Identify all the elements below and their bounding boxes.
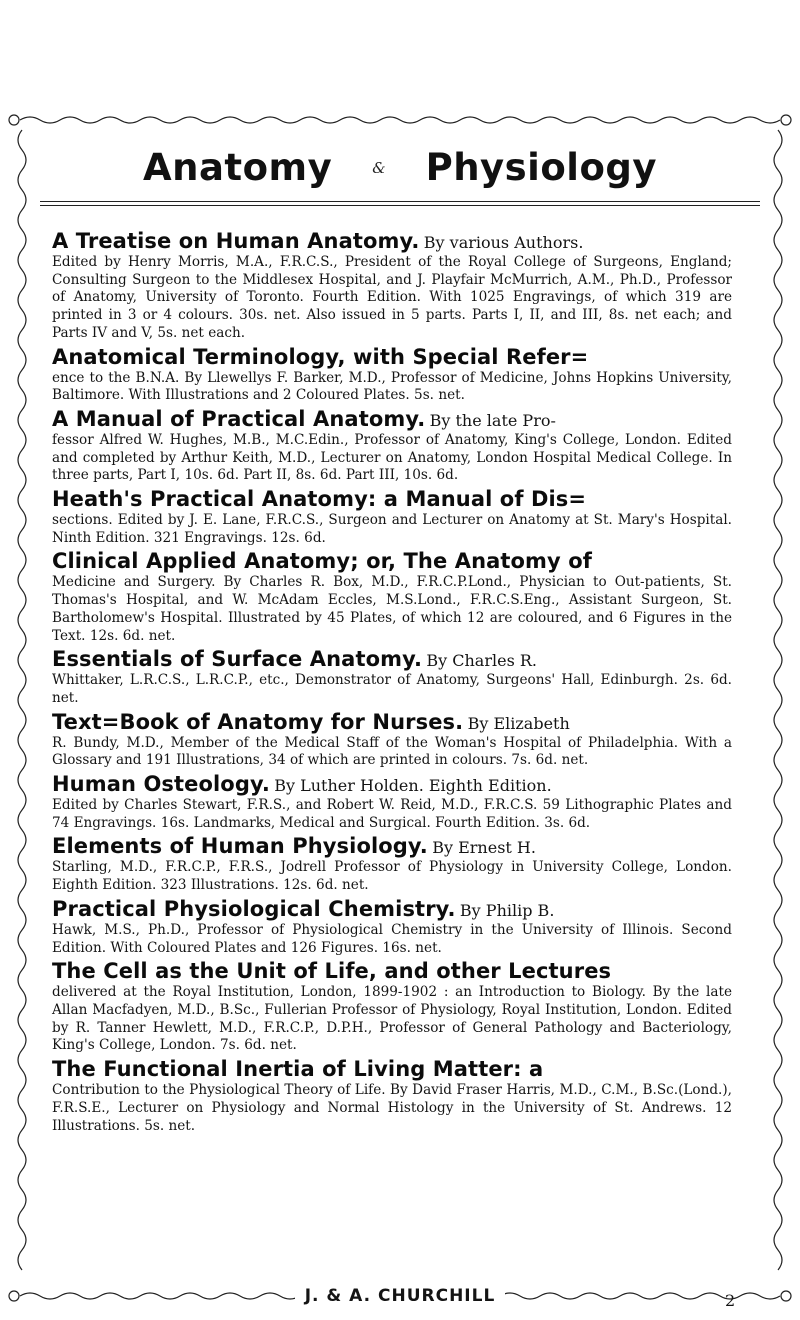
book-description: Starling, M.D., F.R.C.P., F.R.S., Jodrell Professor of Physiology in University College, London. Eighth Edition. 323 Illustrations. 12s. 6d. net. [52,859,732,894]
header-title-left: Anatomy [142,146,333,189]
corner-circle-top-left [9,115,19,125]
book-entry [52,833,732,894]
page-header [100,146,700,189]
book-entry [52,709,732,770]
left-wavy-border [18,130,26,1270]
book-entry [52,406,732,485]
header-rule-top [40,201,760,202]
book-lead: By Charles R. [426,651,537,671]
book-lead: By the late Pro- [429,410,556,430]
book-description: Hawk, M.S., Ph.D., Professor of Physiological Chemistry in the University of Illinois. Second Edition. With Coloured Plates and 126 Figures. 16s. net. [52,921,732,956]
book-title: Clinical Applied Anatomy; or, The Anatomy of [52,549,593,574]
book-entry [52,958,732,1055]
footer [0,1286,800,1306]
book-description: sections. Edited by J. E. Lane, F.R.C.S., Surgeon and Lecturer on Anatomy at St. Mary's Hospital. Ninth Edition. 321 Engravings. 12s. 6d. [52,512,732,546]
book-lead: By Elizabeth [467,713,570,733]
book-entry [52,548,732,645]
book-list [52,228,732,1136]
book-title: The Functional Inertia of Living Matter: a [52,1057,544,1082]
book-title: Human Osteology. [52,772,270,797]
book-lead: By Luther Holden. Eighth Edition. [274,776,552,796]
book-description: fessor Alfred W. Hughes, M.B., M.C.Edin., Professor of Anatomy, King's College, London. Edited and completed by Arthur Keith, M.D., Lecturer on Anatomy, London Hospital Medical College. In three parts, Part I, 10s. 6d. Part II, 8s. 6d. Part III, 10s. 6d. [52,431,732,484]
top-wavy-border [20,117,780,123]
book-title: Essentials of Surface Anatomy. [52,647,423,672]
book-description: Medicine and Surgery. By Charles R. Box, M.D., F.R.C.P.Lond., Physician to Out-patients, St. Thomas's Hospital, and W. McAdam Eccles, M.S.Lond., F.R.C.S.Eng., Assistant Surgeon, St. Bartholomew's Hospital. Illustrated by 45 Plates, of which 12 are coloured, and 6 Figures in the Text. 12s. 6d. net. [52,574,732,644]
publisher-name: J. & A. CHURCHILL [295,1286,506,1306]
book-title: Text=Book of Anatomy for Nurses. [52,709,464,734]
book-description: Whittaker, L.R.C.S., L.R.C.P., etc., Demonstrator of Anatomy, Surgeons' Hall, Edinburgh. 2s. 6d. net. [52,672,732,706]
book-entry [52,486,732,547]
corner-circle-top-right [781,115,791,125]
page-number: 2 [725,1291,736,1310]
book-entry [52,771,732,832]
book-entry [52,646,732,707]
book-entry [52,1056,732,1135]
book-title: A Manual of Practical Anatomy. [52,406,426,431]
book-lead: By Ernest H. [432,838,536,858]
book-description: Edited by Henry Morris, M.A., F.R.C.S., President of the Royal College of Surgeons, England; Consulting Surgeon to the Middlesex Hospital, and J. Playfair McMurrich, A.M., Ph.D., Professor of Anatomy, University of Toronto. Fourth Edition. With 1025 Engravings, of which 319 are printed in 3 or 4 colours. 30s. net. Also issued in 5 parts. Parts I, II, and III, 8s. net each; and Parts IV and V, 5s. net each. [52,254,732,341]
book-description: Contribution to the Physiological Theory of Life. By David Fraser Harris, M.D., C.M., B.Sc.(Lond.), F.R.S.E., Lecturer on Physiology and Normal Histology in the University of St. Andrews. 12 Illustrations. 5s. net. [52,1082,732,1134]
book-entry [52,228,732,343]
book-title: Heath's Practical Anatomy: a Manual of Dis= [52,487,587,512]
book-description: Edited by Charles Stewart, F.R.S., and Robert W. Reid, M.D., F.R.C.S. 59 Lithographic Plates and 74 Engravings. 16s. Landmarks, Medical and Surgical. Fourth Edition. 3s. 6d. [52,797,732,831]
header-rule-bottom [40,205,760,206]
book-title: Practical Physiological Chemistry. [52,896,456,921]
header-title-right: Physiology [425,146,657,189]
book-description: ence to the B.N.A. By Llewellys F. Barker, M.D., Professor of Medicine, Johns Hopkins University, Baltimore. With Illustrations and 2 Coloured Plates. 5s. net. [52,369,732,404]
book-entry [52,344,732,405]
book-lead: By various Authors. [423,233,584,252]
book-title: The Cell as the Unit of Life, and other Lectures [52,959,612,984]
book-title: Elements of Human Physiology. [52,834,428,859]
header-ampersand: & [372,158,386,177]
book-description: R. Bundy, M.D., Member of the Medical Staff of the Woman's Hospital of Philadelphia. With a Glossary and 191 Illustrations, 34 of which are printed in colours. 7s. 6d. net. [52,734,732,769]
book-entry [52,896,732,957]
right-wavy-border [774,130,782,1270]
book-title: A Treatise on Human Anatomy. [52,229,420,253]
book-description: delivered at the Royal Institution, London, 1899-1902 : an Introduction to Biology. By the late Allan Macfadyen, M.D., B.Sc., Fullerian Professor of Physiology, Royal Institution, London. Edited by R. Tanner Hewlett, M.D., F.R.C.P., D.P.H., Professor of General Pathology and Bacteriology, King's College, London. 7s. 6d. net. [52,984,732,1054]
book-lead: By Philip B. [459,900,555,920]
book-title: Anatomical Terminology, with Special Refer= [52,344,589,369]
